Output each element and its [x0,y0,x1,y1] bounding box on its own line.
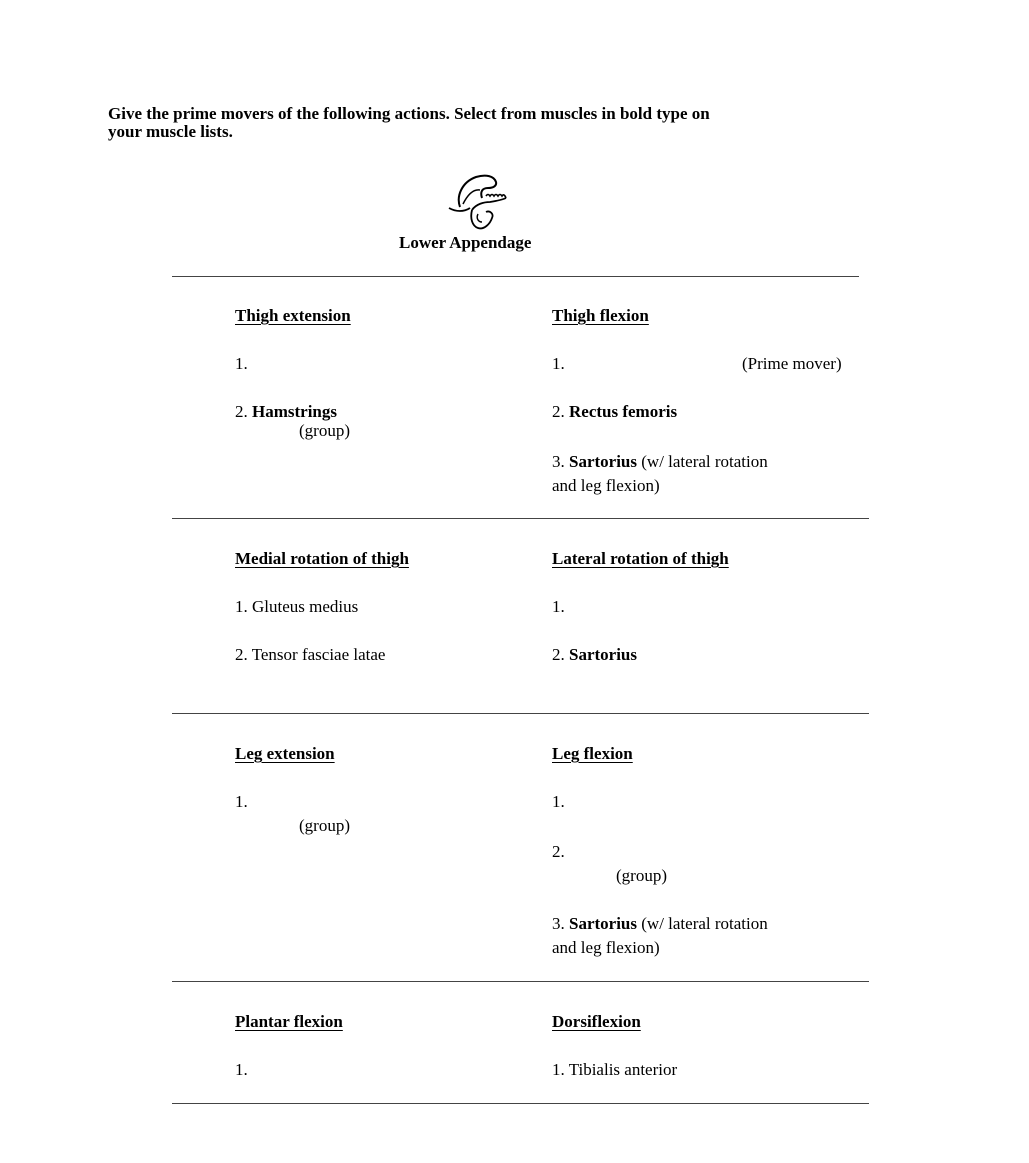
leg-flexion-item-2: 2. [552,842,565,861]
heading-dorsiflexion: Dorsiflexion [552,1012,641,1031]
heading-leg-extension: Leg extension [235,744,335,763]
lateral-rotation-item-2: 2. Sartorius [552,645,637,664]
leg-flexion-item-3-line-2: and leg flexion) [552,938,660,957]
divider-2 [172,713,869,714]
divider-3 [172,981,869,982]
leg-extension-item-1: 1. [235,792,248,811]
divider-1 [172,518,869,519]
heading-medial-rotation-of-thigh: Medial rotation of thigh [235,549,409,568]
leg-flexion-item-3: 3. Sartorius (w/ lateral rotation [552,914,768,933]
leg-extension-item-1-note: (group) [299,816,350,835]
thigh-extension-item-1: 1. [235,354,248,373]
heading-thigh-flexion: Thigh flexion [552,306,649,325]
medial-rotation-item-2: 2. Tensor fasciae latae [235,645,386,664]
leg-flexion-item-2-note: (group) [616,866,667,885]
instructions-line-1: Give the prime movers of the following actions. Select from muscles in bold type on [108,104,710,123]
dorsiflexion-item-1: 1. Tibialis anterior [552,1060,678,1079]
thigh-extension-item-2: 2. Hamstrings [235,402,337,421]
leg-flexion-item-1: 1. [552,792,565,811]
section-title: Lower Appendage [399,233,532,252]
heading-plantar-flexion: Plantar flexion [235,1012,343,1031]
thigh-flexion-item-2: 2. Rectus femoris [552,402,678,421]
thigh-flexion-item-3-line-2: and leg flexion) [552,476,660,495]
thigh-extension-item-2-note: (group) [299,421,350,440]
foot-icon [446,174,510,232]
thigh-flexion-prime-mover-note: (Prime mover) [742,354,842,373]
divider-top [172,276,859,277]
lateral-rotation-item-1: 1. [552,597,565,616]
instructions-line-2: your muscle lists. [108,122,233,141]
heading-thigh-extension: Thigh extension [235,306,351,325]
plantar-flexion-item-1: 1. [235,1060,248,1079]
medial-rotation-item-1: 1. Gluteus medius [235,597,359,616]
heading-leg-flexion: Leg flexion [552,744,633,763]
heading-lateral-rotation-of-thigh: Lateral rotation of thigh [552,549,729,568]
divider-bottom [172,1103,869,1104]
thigh-flexion-item-3: 3. Sartorius (w/ lateral rotation [552,452,768,471]
thigh-flexion-item-1: 1. [552,354,565,373]
